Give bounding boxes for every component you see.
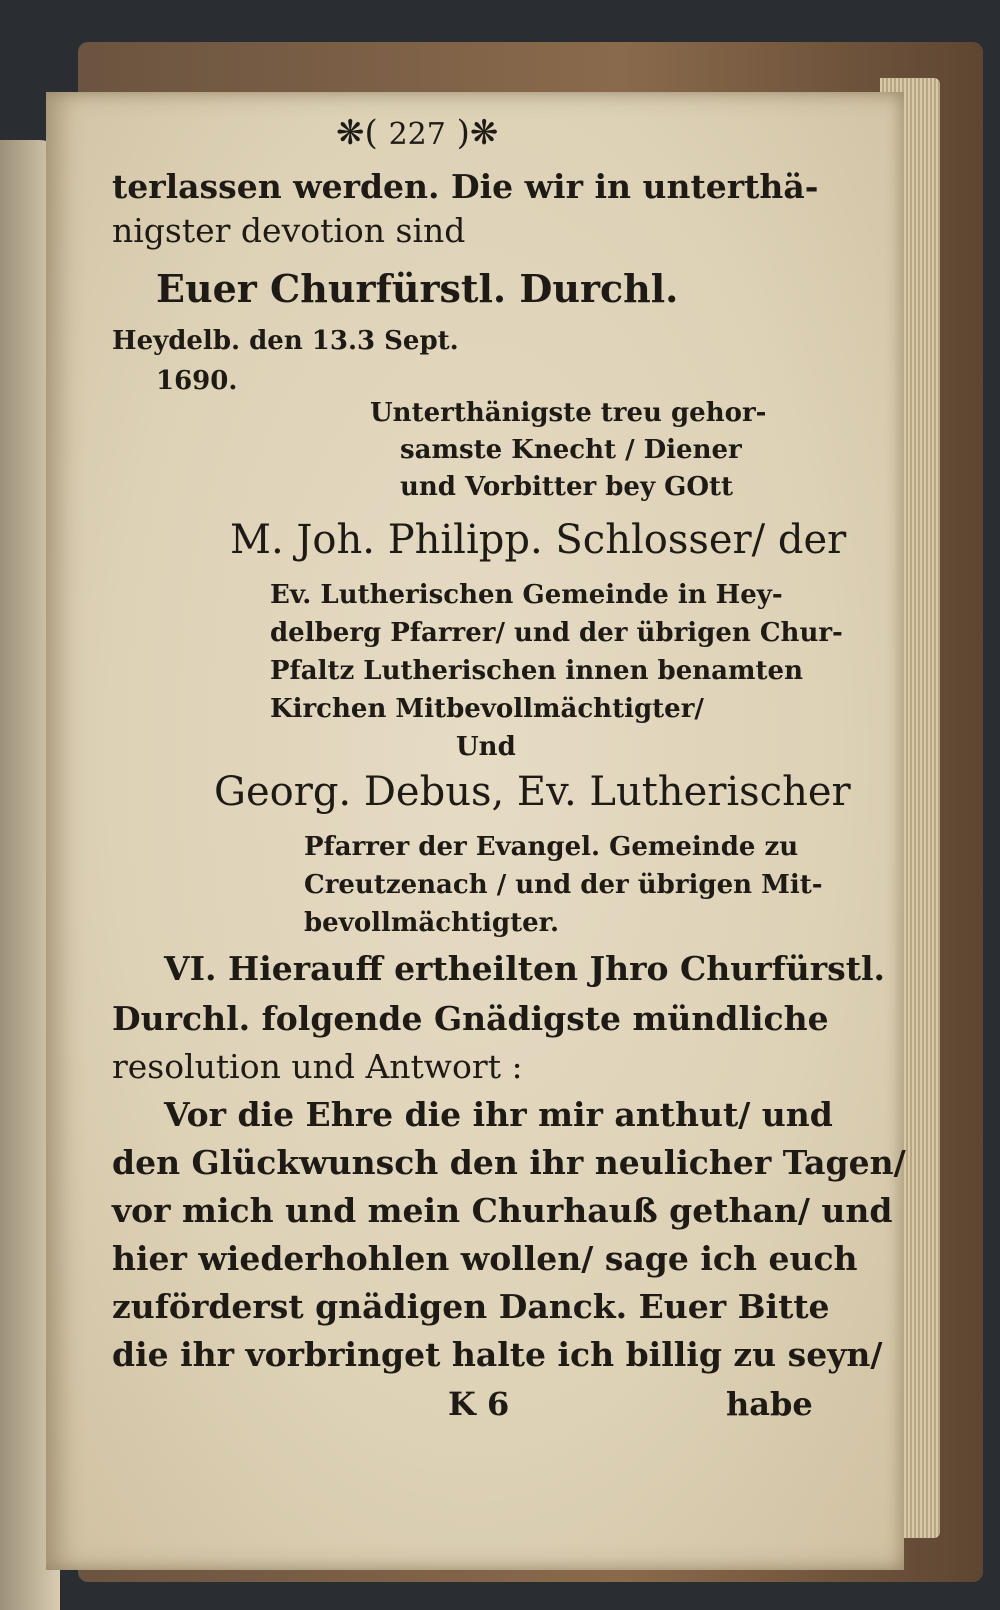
- text-line: Creutzenach / und der übrigen Mit-: [304, 870, 823, 900]
- text-line: Unterthänigste treu gehor-: [370, 398, 767, 428]
- text-line: den Glückwunsch den ihr neulicher Tagen/: [112, 1143, 906, 1182]
- signatory-name: M. Joh. Philipp. Schlosser/ der: [230, 517, 847, 563]
- signature-mark: K 6: [448, 1385, 510, 1423]
- text-line: und Vorbitter bey GOtt: [400, 472, 733, 502]
- section-heading: VI. Hierauff ertheilten Jhro Churfürstl.: [164, 949, 886, 988]
- text-line: Ev. Lutherischen Gemeinde in Hey-: [270, 580, 783, 610]
- ornament-right: )❋: [456, 113, 499, 153]
- text-line: resolution und Antwort :: [112, 1047, 523, 1086]
- page-number: 227: [388, 117, 446, 152]
- text-line: Durchl. folgende Gnädigste mündliche: [112, 999, 829, 1038]
- text-line: zuförderst gnädigen Danck. Euer Bitte: [112, 1287, 830, 1326]
- catchword: habe: [726, 1385, 813, 1423]
- salutation: Euer Churfürstl. Durchl.: [156, 266, 679, 311]
- place-date: Heydelb. den 13.3 Sept.: [112, 326, 459, 356]
- text-line: bevollmächtigter.: [304, 908, 559, 938]
- year: 1690.: [156, 366, 238, 396]
- text-line: Pfaltz Lutherischen innen benamten: [270, 656, 803, 686]
- text-line: Vor die Ehre die ihr mir anthut/ und: [164, 1095, 833, 1134]
- signatory-name: Georg. Debus, Ev. Lutherischer: [214, 769, 851, 815]
- conjunction: Und: [456, 732, 516, 762]
- text-line: terlassen werden. Die wir in unterthä-: [112, 167, 819, 206]
- text-line: samste Knecht / Diener: [400, 435, 742, 465]
- page-header: [336, 113, 499, 153]
- text-line: nigster devotion sind: [112, 211, 466, 250]
- book-page: [46, 92, 904, 1570]
- ornament-left: ❋(: [336, 113, 378, 153]
- text-line: hier wiederhohlen wollen/ sage ich euch: [112, 1239, 858, 1278]
- text-line: vor mich und mein Churhauß gethan/ und: [112, 1191, 893, 1230]
- text-line: delberg Pfarrer/ und der übrigen Chur-: [270, 618, 843, 648]
- text-line: Kirchen Mitbevollmächtigter/: [270, 694, 704, 724]
- text-line: die ihr vorbringet halte ich billig zu seyn/: [112, 1335, 883, 1374]
- text-line: Pfarrer der Evangel. Gemeinde zu: [304, 832, 799, 862]
